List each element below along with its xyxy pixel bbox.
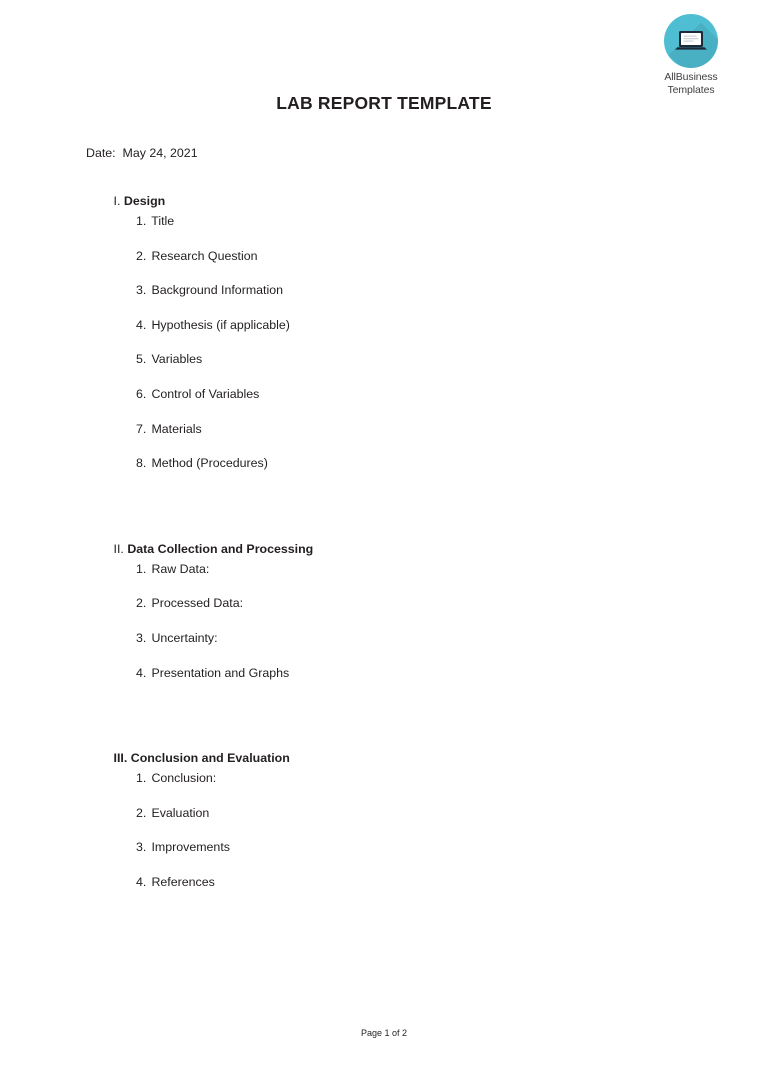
list-item (86, 456, 686, 491)
list-item (86, 318, 686, 353)
list-item (86, 422, 686, 457)
list-item-label: Improvements (151, 840, 230, 855)
list-item-index: 6. (136, 386, 147, 401)
list-item-index: 7. (136, 421, 147, 436)
list-item-index: 1. (136, 214, 147, 228)
list-item (86, 249, 686, 284)
list-item (86, 596, 686, 631)
section-item-list (86, 771, 686, 909)
list-item (86, 631, 686, 666)
list-item-label: Presentation and Graphs (151, 665, 290, 680)
list-item (86, 352, 686, 387)
list-item-index: 1. (136, 561, 147, 576)
page-footer: Page 1 of 2 (360, 1028, 408, 1038)
list-item-label: Variables (151, 352, 203, 367)
list-item-index: 4. (136, 317, 147, 332)
allbusiness-templates-logo (648, 14, 734, 96)
section-design (86, 180, 686, 491)
list-item-label: References (151, 874, 215, 889)
list-item-label: Title (151, 214, 175, 228)
list-item-index: 3. (136, 840, 147, 855)
section-spacer (86, 491, 686, 528)
list-item-label: Research Question (151, 248, 258, 263)
list-item-label: Raw Data: (151, 561, 210, 576)
list-item-index: 1. (136, 771, 147, 786)
section-item-list (86, 562, 686, 700)
document-body (86, 146, 686, 910)
list-item-label: Evaluation (151, 805, 210, 820)
list-item-index: 8. (136, 456, 147, 471)
section-data-collection-and-processing (86, 528, 686, 700)
section-numeral: III. (113, 751, 128, 766)
list-item-label: Control of Variables (151, 386, 260, 401)
list-item (86, 387, 686, 422)
section-conclusion-and-evaluation (86, 737, 686, 909)
list-item-index: 5. (136, 352, 147, 367)
list-item-index: 4. (136, 874, 147, 889)
list-item (86, 214, 686, 249)
list-item (86, 840, 686, 875)
section-numeral: I. (113, 194, 121, 208)
section-heading (86, 737, 686, 771)
list-item-index: 2. (136, 596, 147, 611)
list-item-label: Background Information (151, 283, 284, 298)
list-item (86, 806, 686, 841)
list-item (86, 875, 686, 910)
list-item (86, 283, 686, 318)
list-item (86, 562, 686, 597)
laptop-icon (664, 14, 718, 68)
page-title: LAB REPORT TEMPLATE (276, 93, 492, 113)
list-item-index: 4. (136, 665, 147, 680)
section-item-list (86, 214, 686, 491)
list-item-label: Uncertainty: (151, 630, 218, 645)
list-item-index: 3. (136, 283, 147, 298)
section-numeral: II. (113, 541, 124, 556)
list-item-label: Processed Data: (151, 596, 244, 611)
section-heading (86, 528, 686, 562)
list-item (86, 771, 686, 806)
list-item-label: Method (Procedures) (151, 456, 268, 471)
list-item-label: Hypothesis (if applicable) (151, 317, 290, 332)
logo-text-line1: AllBusiness (664, 71, 718, 83)
logo-text-line2: Templates (667, 83, 715, 96)
section-name: Conclusion and Evaluation (130, 751, 290, 766)
section-spacer (86, 700, 686, 737)
date-line: Date: May 24, 2021 (86, 146, 198, 160)
list-item-label: Conclusion: (151, 771, 217, 786)
section-name: Data Collection and Processing (127, 541, 314, 556)
section-name: Design (123, 194, 166, 208)
list-item (86, 666, 686, 701)
section-heading (86, 180, 686, 214)
list-item-index: 2. (136, 248, 147, 263)
list-item-label: Materials (151, 421, 202, 436)
list-item-index: 3. (136, 630, 147, 645)
list-item-index: 2. (136, 805, 147, 820)
